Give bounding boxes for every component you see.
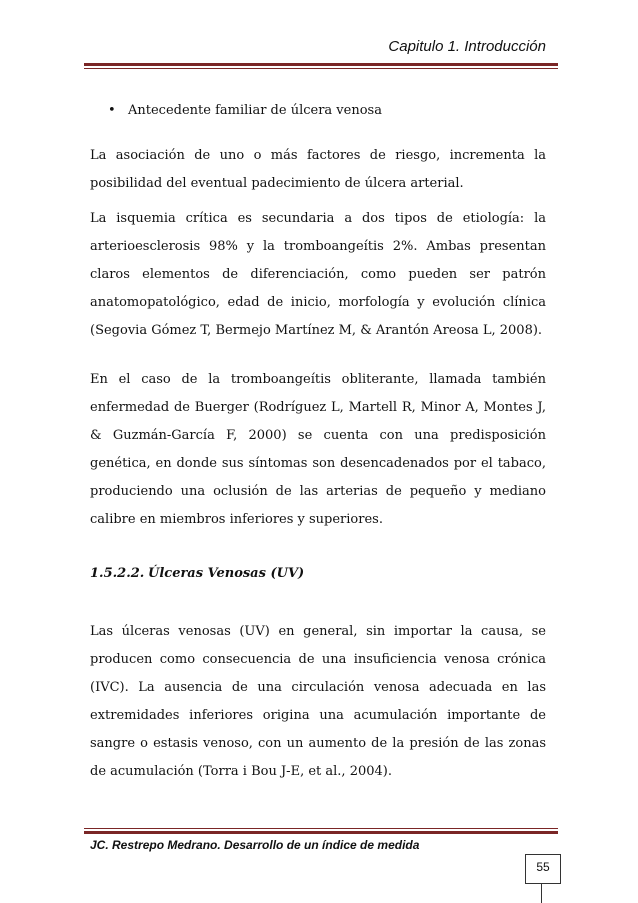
bullet-text: Antecedente familiar de úlcera venosa (128, 103, 382, 118)
page-number-tick (541, 884, 542, 903)
section-title: Úlceras Venosas (UV) (148, 566, 305, 581)
paragraph-venous-ulcers: Las úlceras venosas (UV) en general, sin importar la causa, se producen como consecuencia de una insuficiencia venosa crónica (IVC). La ausencia de una circulación venosa adecuada en las extremidades inferiores origina una acumulación importante de sangre o estasis venoso, con un aumento de la presión de las zonas de acumulación (Torra i Bou J-E, et al., 2004). (90, 624, 546, 779)
section-heading (90, 566, 304, 581)
footer-rule-thin (84, 828, 558, 829)
bullet-item (108, 103, 382, 118)
footer-author: JC. Restrepo Medrano. Desarrollo de un índice de medida (90, 838, 420, 852)
paragraph-risk-factors: La asociación de uno o más factores de riesgo, incrementa la posibilidad del eventual padecimiento de úlcera arterial. (90, 148, 546, 191)
header-title: Capitulo 1. Introducción (388, 38, 546, 55)
section-number: 1.5.2.2. (90, 566, 145, 581)
footer-rule-thick (84, 831, 558, 834)
header-rule-thick (84, 63, 558, 66)
paragraph-critical-ischemia: La isquemia crítica es secundaria a dos tipos de etiología: la arterioesclerosis 98% y la tromboangeítis 2%. Ambas presentan claros elementos de diferenciación, como pueden ser patrón anatomopatológico, edad de inicio, morfología y evolución clínica (Segovia Gómez T, Bermejo Martínez M, & Arantón Areosa L, 2008). (90, 211, 546, 338)
header-rule-thin (84, 68, 558, 69)
bullet-marker: • (108, 103, 116, 118)
paragraph-buerger: En el caso de la tromboangeítis obliterante, llamada también enfermedad de Buerger (Rodríguez L, Martell R, Minor A, Montes J, & Guzmán-García F, 2000) se cuenta con una predisposición genética, en donde sus síntomas son desencadenados por el tabaco, produciendo una oclusión de las arterias de pequeño y mediano calibre en miembros inferiores y superiores. (90, 372, 546, 527)
page-number: 55 (525, 854, 561, 884)
